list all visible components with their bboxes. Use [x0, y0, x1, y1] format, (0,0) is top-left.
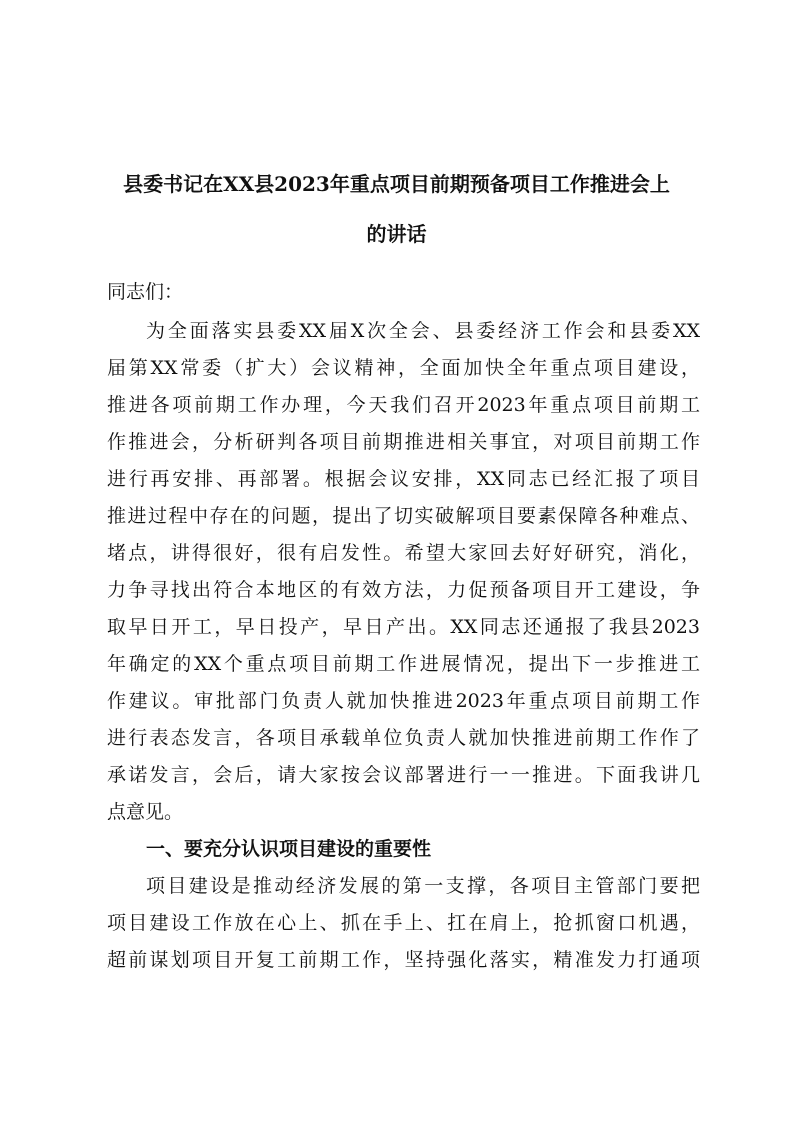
paragraph-line: 为全面落实县委XX届X次全会、县委经济工作会和县委XX: [146, 320, 700, 342]
paragraph-line: 超前谋划项目开复工前期工作，坚持强化落实，精准发力打通项: [107, 949, 700, 971]
paragraph-line: 取早日开工，早日投产，早日产出。XX同志还通报了我县2023: [107, 616, 700, 638]
paragraph-line: 进行再安排、再部署。根据会议安排，XX同志已经汇报了项目: [107, 468, 700, 490]
paragraph-line: 点意见。: [107, 801, 184, 823]
paragraph-line: 进行表态发言，各项目承载单位负责人就加快推进前期工作作了: [107, 727, 700, 749]
paragraph-line: 推进各项前期工作办理，今天我们召开2023年重点项目前期工: [107, 394, 700, 416]
paragraph-line: 届第XX常委（扩大）会议精神，全面加快全年重点项目建设，: [107, 357, 700, 379]
salutation: 同志们：: [107, 281, 184, 303]
paragraph-line: 力争寻找出符合本地区的有效方法，力促预备项目开工建设，争: [107, 579, 700, 601]
paragraph-line: 年确定的XX个重点项目前期工作进展情况，提出下一步推进工: [107, 653, 700, 675]
paragraph-line: 堵点，讲得很好，很有启发性。希望大家回去好好研究，消化，: [107, 542, 700, 564]
paragraph-line: 项目建设工作放在心上、抓在手上、扛在肩上，抢抓窗口机遇，: [107, 912, 700, 934]
paragraph-line: 推进过程中存在的问题，提出了切实破解项目要素保障各种难点、: [107, 505, 700, 527]
paragraph-line: 作建议。审批部门负责人就加快推进2023年重点项目前期工作: [107, 690, 700, 712]
paragraph-line: 承诺发言，会后，请大家按会议部署进行一一推进。下面我讲几: [107, 764, 700, 786]
document-title-line-1: 县委书记在XX县2023年重点项目前期预备项目工作推进会上: [123, 172, 670, 196]
paragraph-line: 项目建设是推动经济发展的第一支撑，各项目主管部门要把: [146, 875, 700, 897]
section-heading-1: 一、要充分认识项目建设的重要性: [146, 838, 432, 860]
document-title-line-2: 的讲话: [366, 222, 427, 246]
paragraph-line: 作推进会，分析研判各项目前期推进相关事宜，对项目前期工作: [107, 431, 700, 453]
